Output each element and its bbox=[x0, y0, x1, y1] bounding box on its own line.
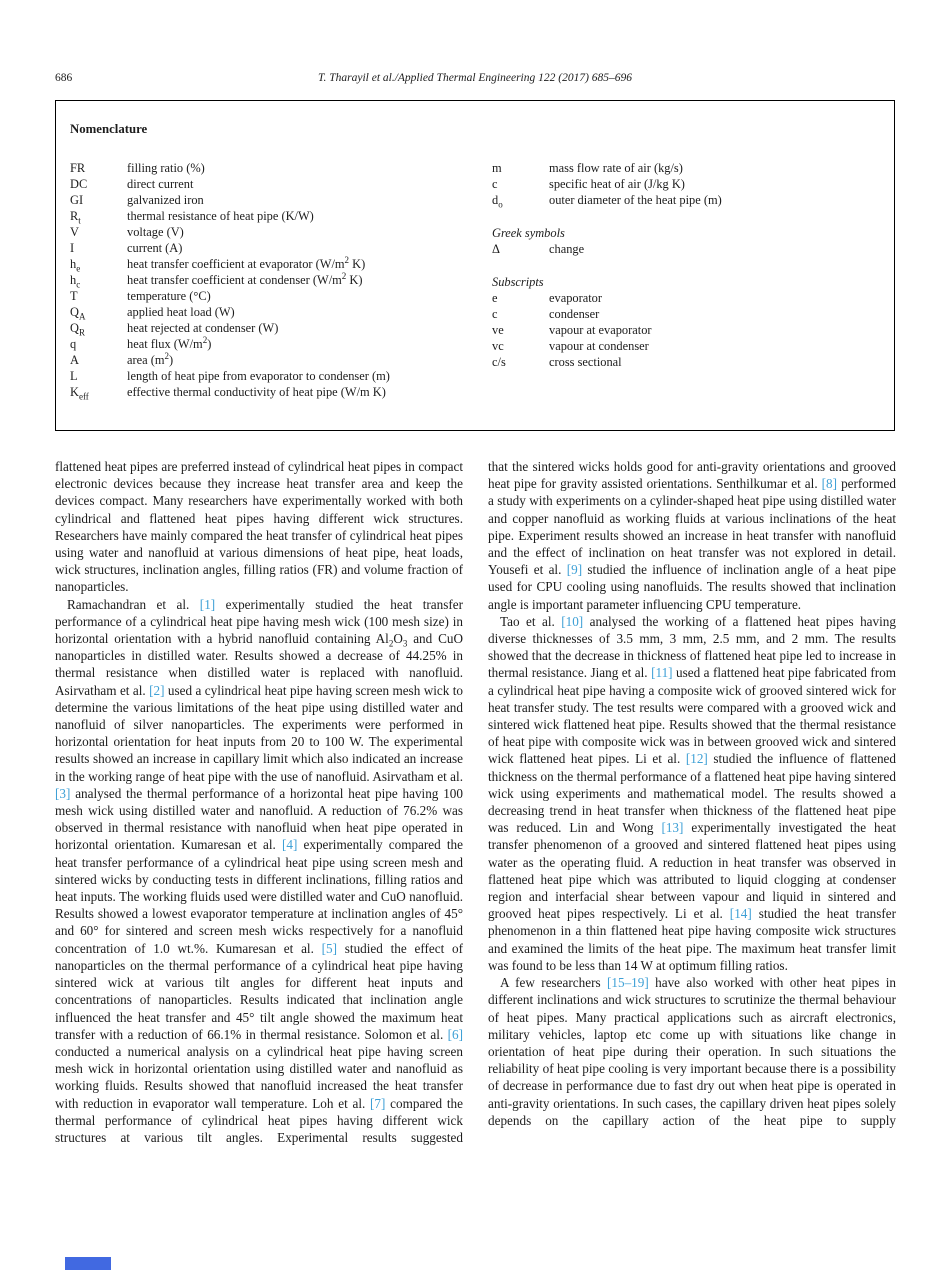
nomenclature-entry bbox=[492, 192, 880, 208]
nomenclature-definition: effective thermal conductivity of heat pipe (W/m K) bbox=[127, 385, 386, 399]
nomenclature-box bbox=[55, 100, 895, 431]
nomenclature-definition: heat rejected at condenser (W) bbox=[127, 321, 279, 335]
nomenclature-symbol: $d_o$ bbox=[492, 193, 503, 210]
nomenclature-definition: condenser bbox=[549, 307, 600, 321]
citation-link[interactable]: [8] bbox=[821, 476, 838, 492]
citation-link[interactable]: [14] bbox=[729, 906, 752, 922]
nomenclature-symbol: $Q_A$ bbox=[70, 305, 86, 322]
nomenclature-definition: vapour at condenser bbox=[549, 339, 649, 353]
greek-symbols-entries bbox=[492, 241, 880, 257]
citation-link[interactable]: [4] bbox=[281, 837, 298, 853]
nomenclature-entry bbox=[492, 306, 880, 322]
nomenclature-entry bbox=[70, 240, 492, 256]
nomenclature-entry bbox=[70, 176, 492, 192]
paragraph: flattened heat pipes are preferred instead of cylindrical heat pipes in compact electronic devices because they increase heat transfer area and keep the devices compact. Many researchers have experimentally worked with both cylindrical and flattened heat pipes having different wick structures. Researchers have mainly compared the heat transfer of cylindrical heat pipes using water and nanofluid at various dimensions of heat pipe, heat loads, wick structures, inclination angles, filling ratios (FR) and volume fraction of nanoparticles. bbox=[55, 459, 463, 595]
nomenclature-symbol: $h_c$ bbox=[70, 273, 81, 290]
nomenclature-symbol: $K_{eff}$ bbox=[70, 385, 89, 402]
nomenclature-definition: temperature (°C) bbox=[127, 289, 211, 303]
nomenclature-symbol: V bbox=[70, 225, 79, 239]
greek-symbols-heading: Greek symbols bbox=[492, 226, 565, 240]
nomenclature-symbol: q bbox=[70, 337, 77, 351]
nomenclature-entry bbox=[492, 241, 880, 257]
nomenclature-entry bbox=[70, 336, 492, 352]
citation-link[interactable]: [13] bbox=[661, 820, 684, 836]
nomenclature-symbol: c bbox=[492, 307, 498, 321]
paragraph: Tao et al. [10] analysed the working of a flattened heat pipes having diverse thicknesses of 3.5 mm, 3 mm, 2.5 mm, and 2 mm. The results showed that the decrease in thickness of flattened heat pipe led to increase in thermal resistance. Jiang et al. [11] used a flattened heat pipe fabricated from a cylindrical heat pipe having a composite wick of grooved sintered wick for heat transfer study. The test results were compared with a grooved wick and sintered wick flattened heat pipe. Results showed that the thermal resistance of heat pipe with composite wick was in between grooved wick and sintered wick flattened heat pipes. Li et al. [12] studied the influence of flattened thickness on the thermal performance of a flattened heat pipe having sintered wick using experiments and mathematical model. The results showed a decreasing trend in heat transfer when thickness of the flattened heat pipe was reduced. Lin and Wong [13] experimentally investigated the heat transfer phenomenon of a grooved and sintered flattened heat pipes using water as the operating fluid. A reduction in heat transfer was observed in flattened heat pipe which was attributed to liquid clogging at condenser region and interfacial shear between vapour and liquid in sintered and grooved heat pipes respectively. Li et al. [14] studied the heat transfer phenomenon in a thin flattened heat pipe having composite wick structures and examined the limits of the heat pipe. The maximum heat transfer limit was found to be less than 14 W at optimum filling ratios. bbox=[488, 613, 897, 973]
nomenclature-entry bbox=[70, 208, 492, 224]
nomenclature-definition: heat flux $(W/m^2)$ bbox=[127, 334, 212, 351]
body-text bbox=[55, 458, 895, 1146]
nomenclature-left-column bbox=[70, 160, 492, 400]
nomenclature-definition: current (A) bbox=[127, 241, 183, 255]
paragraph: that the sintered wicks holds good for anti-gravity orientations and grooved heat pipe for gravity assisted orientations. Senthilkumar et al. [8] performed a study with experiments on a cylinder-shaped heat pipe using distilled water and copper nanofluid as working fluids at various inclinations of the heat pipe. Experiment results showed an increase in heat transfer with nanofluid and the effect of inclination on heat transfer was not explored in detail. Yousefi et al. [9] studied the influence of inclination angle of a heat pipe used for CPU cooling using nanofluids. The results showed that inclination angle is important parameter influencing CPU temperature. bbox=[488, 459, 896, 612]
nomenclature-symbol: c bbox=[492, 177, 498, 191]
nomenclature-definition: galvanized iron bbox=[127, 193, 204, 207]
nomenclature-columns bbox=[70, 160, 880, 400]
nomenclature-symbol: $R_t$ bbox=[70, 209, 81, 226]
nomenclature-entry bbox=[70, 272, 492, 288]
nomenclature-entry bbox=[492, 160, 880, 176]
nomenclature-symbol: I bbox=[70, 241, 75, 255]
nomenclature-symbol: FR bbox=[70, 161, 86, 175]
nomenclature-entry bbox=[70, 384, 492, 400]
nomenclature-entry bbox=[492, 176, 880, 192]
nomenclature-entry bbox=[70, 288, 492, 304]
body-right-column bbox=[488, 458, 896, 1146]
nomenclature-definition: vapour at evaporator bbox=[549, 323, 652, 337]
citation-link[interactable]: [15–19] bbox=[606, 975, 649, 991]
nomenclature-entry bbox=[70, 304, 492, 320]
paragraph: A few researchers [15–19] have also worked with other heat pipes in different inclinations and wick structures to scrutinize the thermal behaviour of heat pipes. Many practical applications such as aircraft electronics, military vehicles, laptop etc come up with situations like change in orientation of heat pipe during their operation. In such situations the reliability of heat pipe cooling is very important because there is a possibility of decrease in performance due to fast dry out when heat pipe is operated in anti-gravity orientations. In such cases, the capillary driven heat pipes solely depends on the capillary action of the heat pipe to supply bbox=[488, 975, 896, 1128]
nomenclature-symbol: $Q_R$ bbox=[70, 321, 85, 338]
nomenclature-definition: direct current bbox=[127, 177, 194, 191]
citation-link[interactable]: [12] bbox=[685, 751, 708, 767]
citation-link[interactable]: [6] bbox=[447, 1026, 463, 1042]
nomenclature-symbol: m bbox=[492, 161, 502, 175]
nomenclature-title: Nomenclature bbox=[70, 122, 148, 136]
nomenclature-symbol: DC bbox=[70, 177, 88, 191]
nomenclature-definition: change bbox=[549, 242, 585, 256]
nomenclature-entry bbox=[492, 322, 880, 338]
nomenclature-symbol: c/s bbox=[492, 355, 506, 369]
nomenclature-definition: thermal resistance of heat pipe (K/W) bbox=[127, 209, 314, 223]
subscripts-entries bbox=[492, 290, 880, 370]
nomenclature-entry bbox=[70, 368, 492, 384]
nomenclature-definition: specific heat of air (J/kg K) bbox=[549, 177, 685, 191]
nomenclature-definition: area $(m^2)$ bbox=[127, 350, 174, 367]
citation-link[interactable]: [10] bbox=[561, 613, 584, 629]
nomenclature-definition: applied heat load (W) bbox=[127, 305, 235, 319]
citation-link[interactable]: [1] bbox=[199, 596, 216, 612]
nomenclature-definition: heat transfer coefficient at condenser ($W/m^2$ K) bbox=[127, 270, 363, 287]
nomenclature-right-main-entries bbox=[492, 160, 880, 208]
nomenclature-entry bbox=[70, 352, 492, 368]
running-header bbox=[55, 72, 895, 88]
citation-link[interactable]: [9] bbox=[566, 562, 583, 578]
citation-link[interactable]: [5] bbox=[321, 940, 338, 956]
nomenclature-entry bbox=[70, 256, 492, 272]
nomenclature-symbol: ve bbox=[492, 323, 504, 337]
nomenclature-symbol: $h_e$ bbox=[70, 257, 81, 274]
nomenclature-symbol: L bbox=[70, 369, 78, 383]
nomenclature-definition: cross sectional bbox=[549, 355, 622, 369]
nomenclature-entry bbox=[492, 290, 880, 306]
nomenclature-definition: length of heat pipe from evaporator to condenser (m) bbox=[127, 369, 390, 383]
citation-link[interactable]: [11] bbox=[651, 665, 673, 681]
nomenclature-entry bbox=[70, 320, 492, 336]
page-number: 686 bbox=[55, 72, 73, 84]
citation-link[interactable]: [3] bbox=[55, 785, 71, 801]
nomenclature-definition: evaporator bbox=[549, 291, 602, 305]
nomenclature-entry bbox=[70, 224, 492, 240]
citation-link[interactable]: [7] bbox=[370, 1095, 386, 1111]
nomenclature-symbol: GI bbox=[70, 193, 84, 207]
nomenclature-definition: filling ratio (%) bbox=[127, 161, 205, 175]
nomenclature-symbol: A bbox=[70, 353, 79, 367]
nomenclature-entry bbox=[70, 160, 492, 176]
footer-link-mark[interactable] bbox=[65, 1257, 111, 1270]
nomenclature-entry bbox=[492, 338, 880, 354]
nomenclature-right-column bbox=[492, 160, 880, 400]
nomenclature-definition: outer diameter of the heat pipe (m) bbox=[549, 193, 722, 207]
nomenclature-symbol: Δ bbox=[492, 242, 500, 256]
nomenclature-definition: heat transfer coefficient at evaporator ($W/m^2$ K) bbox=[127, 254, 366, 271]
nomenclature-symbol: T bbox=[70, 289, 78, 303]
nomenclature-entry bbox=[492, 354, 880, 370]
body-left-column bbox=[55, 458, 463, 1146]
nomenclature-definition: voltage (V) bbox=[127, 225, 184, 239]
running-head-citation: T. Tharayil et al./Applied Thermal Engineering 122 (2017) 685–696 bbox=[317, 72, 633, 84]
citation-link[interactable]: [2] bbox=[149, 682, 165, 698]
paragraph: Ramachandran et al. [1] experimentally studied the heat transfer performance of a cylindrical heat pipe having mesh wick (100 mesh size) in horizontal orientation with a hybrid nanofluid containing $Al_2O_3$ and CuO nanoparticles in distilled water. Results showed a decrease of 44.25% in thermal resistance when distilled water is replaced with nanofluid. Asirvatham et al. [2] used a cylindrical heat pipe having screen mesh wick to determine the various limitations of the heat pipe using distilled water and nanofluid of silver nanoparticles. The experiments were performed in horizontal orientation for heat inputs from 20 to 100 W. The experimental results showed an increase in capillary limit which also indicated an increase in the working range of heat pipe with the use of nanofluid. Asirvatham et al. [3] analysed the thermal performance of a horizontal heat pipe having 100 mesh wick using distilled water and nanofluid. A reduction of 76.2% was observed in thermal resistance with nanofluid when heat pipe operated in horizontal orientation. Kumaresan et al. [4] experimentally compared the heat transfer performance of a cylindrical heat pipe using screen mesh and sintered wicks by conducting tests in different inclinations, filling ratios and heat inputs. The working fluids used were distilled water and CuO nanofluid. Results showed a lowest evaporator temperature at inclination angles of 45° and 60° for sintered and screen mesh wicks respectively for a nanofluid concentration of 1.0 wt.%. Kumaresan et al. [5] studied the effect of nanoparticles on the thermal performance of a cylindrical heat pipe having sintered wick at various tilt angles for different heat inputs and concentrations of nanoparticles. Results indicated that inclination angle influenced the heat transfer and 45° tilt angle showed the maximum heat transfer with a reduction of 66.1% in thermal resistance. Solomon et al. [6] conducted a numerical analysis on a cylindrical heat pipe having screen mesh wick in horizontal orientation using distilled water and nanofluid as working fluids. Results showed that nanofluid increased the heat transfer with reduction in evaporator wall temperature. Loh et al. [7] compared the thermal performance of cylindrical heat pipes having different wick structures at various tilt angles. Experimental results suggested bbox=[55, 596, 464, 1145]
nomenclature-entry bbox=[70, 192, 492, 208]
nomenclature-symbol: e bbox=[492, 291, 498, 305]
nomenclature-symbol: vc bbox=[492, 339, 504, 353]
subscripts-heading: Subscripts bbox=[492, 275, 544, 289]
nomenclature-definition: mass flow rate of air (kg/s) bbox=[549, 161, 683, 175]
